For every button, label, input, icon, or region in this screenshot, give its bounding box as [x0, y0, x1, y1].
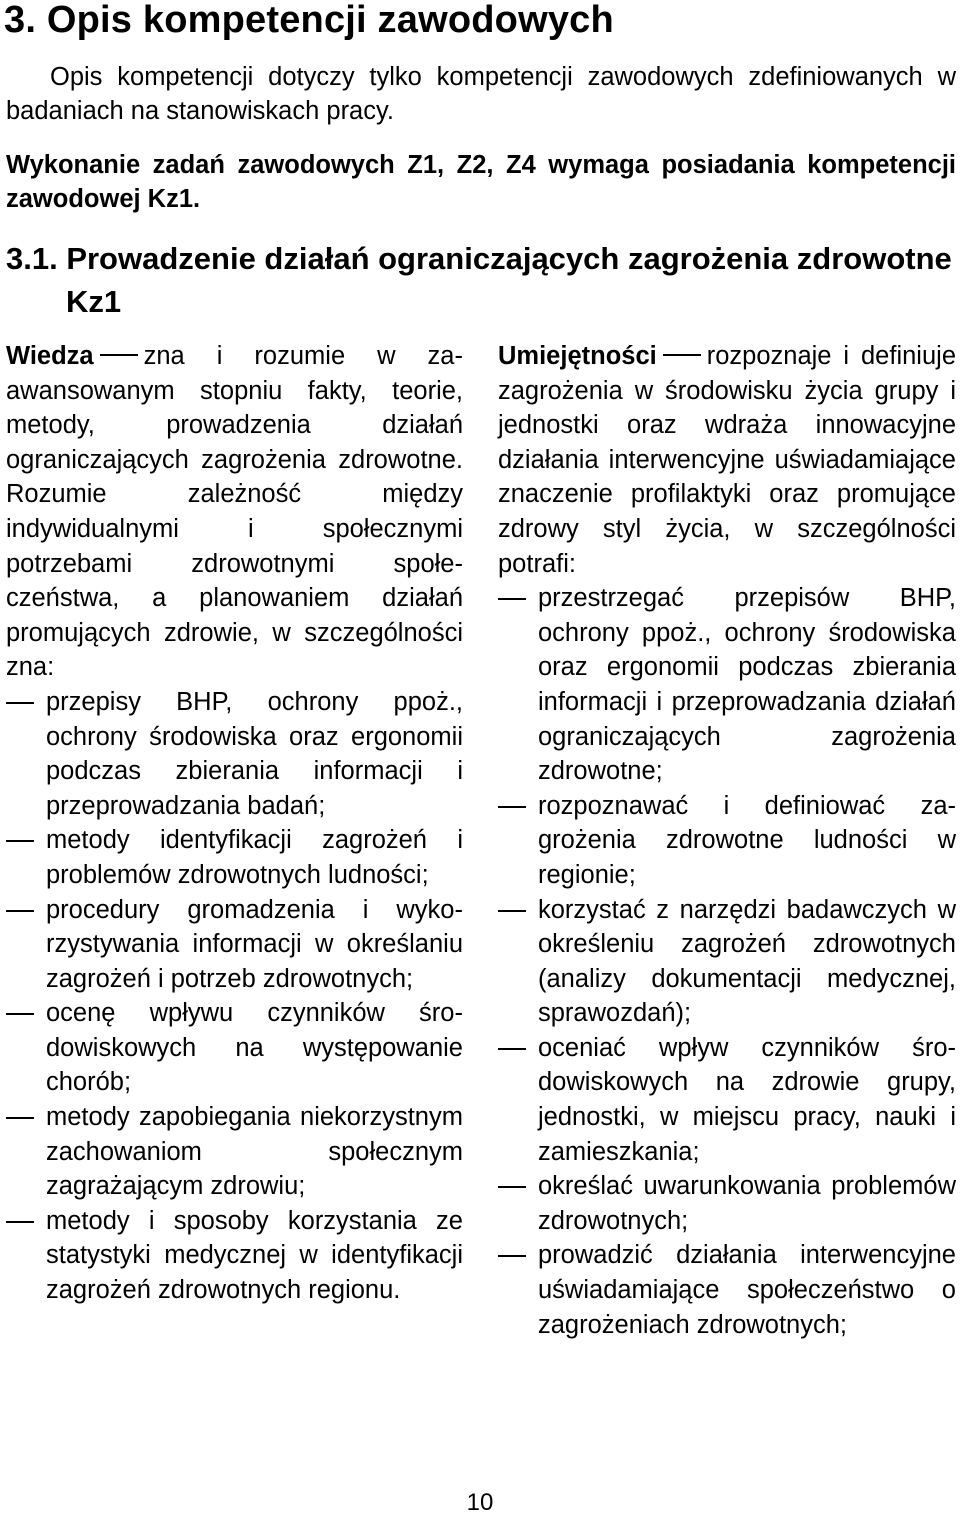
section-title: 3.1. Prowadzenie działań ograniczających zagrożenia zdrowotne Kz1 [6, 241, 952, 319]
page-number: 10 [466, 1489, 494, 1516]
list-item: metody zapobiegania niekorzystnym zachowaniom społecznym zagrażającym zdrowiu; [6, 1100, 463, 1204]
list-item: metody identyfikacji zagrożeń i problemów zdrowotnych ludności; [6, 823, 463, 892]
list-item: procedury gromadzenia i wykorzystywania informacji w określaniu zagrożeń i potrzeb zdrowotnych; [6, 893, 463, 997]
list-item: ocenę wpływu czynników środowiskowych na występowanie chorób; [6, 996, 463, 1100]
list-item: przestrzegać przepisów BHP, ochrony ppoż., ochrony środowiska oraz ergonomii podczas zbierania informacji i przeprowadzania działań ograniczających zagrożenia zdrowotne; [498, 581, 956, 789]
skills-list [498, 581, 956, 1342]
list-item: rozpoznawać i definiować zagrożenia zdrowotne ludności w regionie; [498, 789, 956, 893]
skills-text: rozpoznaje i definiuje zagrożenia w środowisku życia grupy i jednostki oraz wdraża innowacyjne działania interwencyjne uświadamiające znaczenie profilaktyki oraz promujące zdrowy styl życia, w szczególności potrafi: [498, 342, 956, 578]
skills-intro [498, 339, 956, 581]
list-item: określać uwarunkowania problemów zdrowotnych; [498, 1169, 956, 1238]
intro-paragraph: Opis kompetencji dotyczy tylko kompetencji zawodowych zdefiniowanych w badaniach na stanowiskach pracy. [6, 63, 956, 125]
knowledge-column [6, 339, 463, 1308]
knowledge-text: zna i rozumie w zaawansowanym stopniu fakty, teorie, metody, prowadzenia działań ograniczających zagrożenia zdrowotne. Rozumie zależność między indywidualnymi i społecznymi potrzebami zdrowotnymi społeczeństwa, a planowaniem działań promujących zdrowie, w szczególności zna: [6, 342, 463, 682]
knowledge-label: Wiedza [6, 342, 94, 370]
list-item: oceniać wpływ czynników środowiskowych na zdrowie grupy, jednostki, w miejscu pracy, nauki i zamieszkania; [498, 1031, 956, 1169]
dash-separator [663, 354, 701, 356]
list-item: przepisy BHP, ochrony ppoż., ochrony środowiska oraz ergonomii podczas zbierania informacji i przeprowadzania badań; [6, 685, 463, 823]
skills-column [498, 339, 956, 1342]
dash-separator [100, 354, 138, 356]
knowledge-list [6, 685, 463, 1308]
list-item: prowadzić działania interwencyjne uświadamiające społeczeństwo o zagrożeniach zdrowotnych; [498, 1238, 956, 1342]
list-item: metody i sposoby korzystania ze statystyki medycznej w identyfikacji zagrożeń zdrowotnych regionu. [6, 1204, 463, 1308]
requirement-paragraph: Wykonanie zadań zawodowych Z1, Z2, Z4 wymaga posiadania kompetencji zawodowej Kz1. [6, 151, 956, 213]
skills-label: Umiejętności [498, 342, 657, 370]
chapter-heading: 3. Opis kompetencji zawodowych [4, 0, 614, 41]
list-item: korzystać z narzędzi badawczych w określeniu zagrożeń zdrowotnych (analizy dokumentacji medycznej, sprawozdań); [498, 893, 956, 1031]
knowledge-intro [6, 339, 463, 685]
